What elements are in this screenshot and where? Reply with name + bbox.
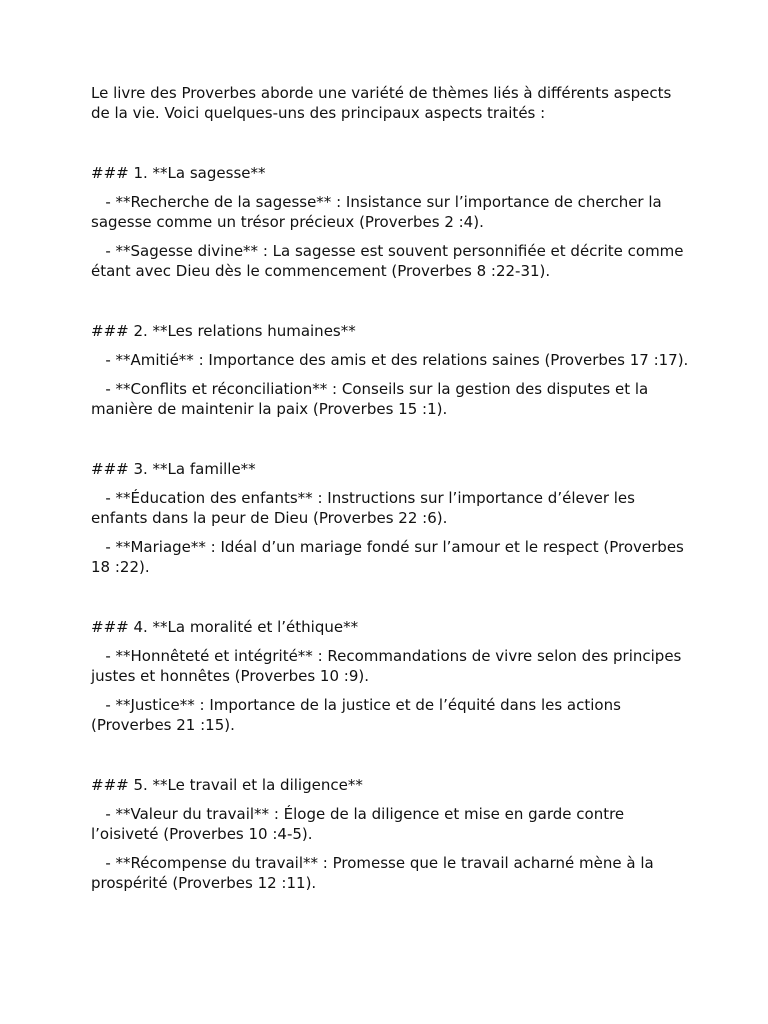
section-relations: [91, 321, 691, 419]
list-item: - **Éducation des enfants** : Instructions sur l’importance d’élever les enfants dans la peur de Dieu (Proverbes 22 :6).: [91, 489, 640, 527]
list-item: - **Récompense du travail** : Promesse que le travail acharné mène à la prospérité (Proverbes 12 :11).: [91, 854, 659, 892]
list-item: - **Conflits et réconciliation** : Conseils sur la gestion des disputes et la manière de maintenir la paix (Proverbes 15 :1).: [91, 380, 654, 418]
section-family: [91, 459, 691, 577]
list-item: - **Amitié** : Importance des amis et des relations saines (Proverbes 17 :17).: [91, 351, 689, 369]
intro-paragraph: Le livre des Proverbes aborde une variété de thèmes liés à différents aspects de la vie. Voici quelques-uns des principaux aspects traités :: [91, 84, 677, 122]
section-heading: ### 4. **La moralité et l’éthique**: [91, 618, 359, 636]
section-heading: ### 3. **La famille**: [91, 460, 256, 478]
section-work: [91, 775, 691, 893]
section-heading: ### 1. **La sagesse**: [91, 164, 266, 182]
list-item: - **Honnêteté et intégrité** : Recommandations de vivre selon des principes justes et honnêtes (Proverbes 10 :9).: [91, 647, 687, 685]
section-heading: ### 5. **Le travail et la diligence**: [91, 776, 363, 794]
section-wisdom: [91, 163, 691, 281]
list-item: - **Valeur du travail** : Éloge de la diligence et mise en garde contre l’oisiveté (Proverbes 10 :4-5).: [91, 805, 629, 843]
list-item: - **Sagesse divine** : La sagesse est souvent personnifiée et décrite comme étant avec Dieu dès le commencement (Proverbes 8 :22-31).: [91, 242, 689, 280]
list-item: - **Justice** : Importance de la justice et de l’équité dans les actions (Proverbes 21 :15).: [91, 696, 626, 734]
list-item: - **Recherche de la sagesse** : Insistance sur l’importance de chercher la sagesse comme un trésor précieux (Proverbes 2 :4).: [91, 193, 667, 231]
section-heading: ### 2. **Les relations humaines**: [91, 322, 356, 340]
section-morality: [91, 617, 691, 735]
list-item: - **Mariage** : Idéal d’un mariage fondé sur l’amour et le respect (Proverbes 18 :22).: [91, 538, 689, 576]
document-body: [91, 83, 691, 893]
